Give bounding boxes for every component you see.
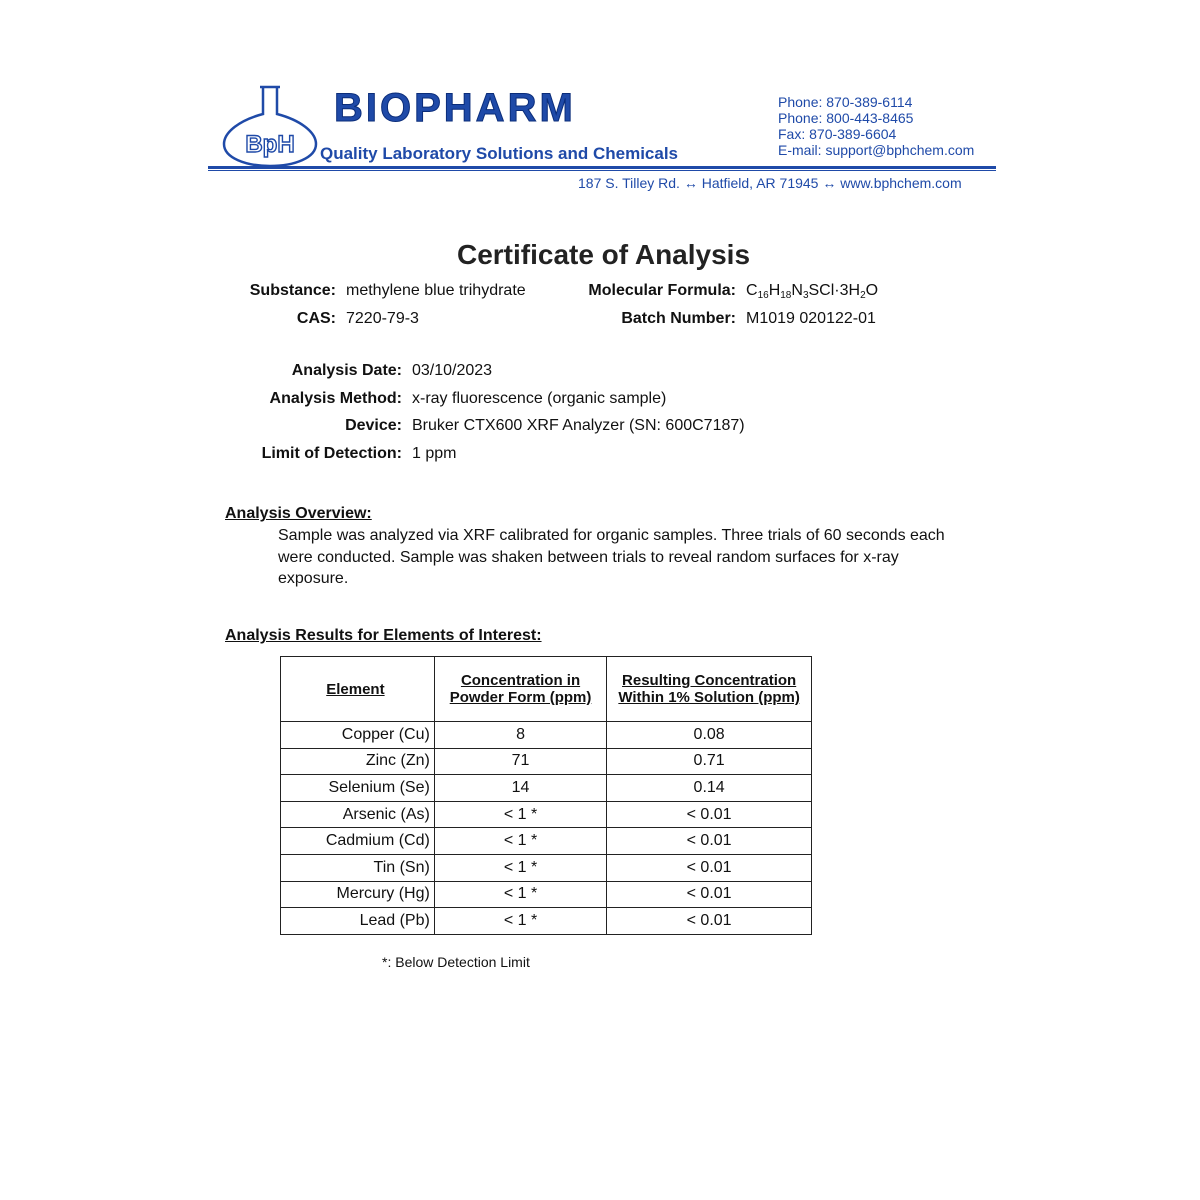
solution-cell: < 0.01 <box>607 881 812 908</box>
analysis-method-label: Analysis Method: <box>269 390 402 407</box>
header-divider-thin <box>208 170 996 171</box>
contact-info <box>778 94 974 158</box>
table-row <box>281 828 812 855</box>
powder-cell: < 1 * <box>434 881 606 908</box>
table-row <box>281 801 812 828</box>
table-row <box>281 854 812 881</box>
results-heading: Analysis Results for Elements of Interest: <box>225 627 542 644</box>
solution-cell: < 0.01 <box>607 801 812 828</box>
overview-text: Sample was analyzed via XRF calibrated for organic samples. Three trials of 60 seconds each were conducted. Sample was shaken between trials to reveal random surfaces for x-ray exposure. <box>278 527 945 587</box>
solution-cell: < 0.01 <box>607 908 812 935</box>
column-header-element: Element <box>281 657 435 722</box>
overview-heading: Analysis Overview: <box>225 505 372 522</box>
powder-cell: < 1 * <box>434 801 606 828</box>
solution-cell: < 0.01 <box>607 828 812 855</box>
element-cell: Arsenic (As) <box>281 801 435 828</box>
table-row <box>281 908 812 935</box>
contact-phone-2: Phone: 800-443-8465 <box>778 110 914 126</box>
analysis-date-label: Analysis Date: <box>291 362 402 379</box>
table-header-row <box>281 657 812 722</box>
brand-tagline: Quality Laboratory Solutions and Chemicals <box>320 144 679 163</box>
batch-label: Batch Number: <box>621 310 736 327</box>
device-label: Device: <box>345 417 402 434</box>
solution-cell: 0.71 <box>607 748 812 775</box>
powder-cell: < 1 * <box>434 828 606 855</box>
element-cell: Zinc (Zn) <box>281 748 435 775</box>
powder-cell: 71 <box>434 748 606 775</box>
table-row <box>281 881 812 908</box>
powder-cell: < 1 * <box>434 854 606 881</box>
contact-fax: Fax: 870-389-6604 <box>778 126 897 142</box>
column-header-powder: Concentration in Powder Form (ppm) <box>434 657 606 722</box>
table-row <box>281 775 812 802</box>
detection-limit-value: 1 ppm <box>412 445 457 462</box>
device-value: Bruker CTX600 XRF Analyzer (SN: 600C7187) <box>412 417 745 434</box>
solution-cell: 0.08 <box>607 722 812 749</box>
element-cell: Selenium (Se) <box>281 775 435 802</box>
solution-cell: < 0.01 <box>607 854 812 881</box>
results-table <box>280 656 812 935</box>
header-divider <box>208 166 996 169</box>
element-cell: Mercury (Hg) <box>281 881 435 908</box>
analysis-method-value: x-ray fluorescence (organic sample) <box>412 390 667 407</box>
brand-name: BIOPHARM <box>334 86 576 130</box>
element-cell: Cadmium (Cd) <box>281 828 435 855</box>
powder-cell: < 1 * <box>434 908 606 935</box>
table-row <box>281 748 812 775</box>
powder-cell: 8 <box>434 722 606 749</box>
detection-limit-label: Limit of Detection: <box>261 445 402 462</box>
document-title: Certificate of Analysis <box>456 239 751 270</box>
powder-cell: 14 <box>434 775 606 802</box>
company-address: 187 S. Tilley Rd. ↔ Hatfield, AR 71945 ↔ www.bphchem.com <box>578 175 962 191</box>
element-cell: Copper (Cu) <box>281 722 435 749</box>
table-footnote: *: Below Detection Limit <box>382 954 530 970</box>
column-header-solution: Resulting Concentration Within 1% Solution (ppm) <box>607 657 812 722</box>
cas-value: 7220-79-3 <box>346 310 419 327</box>
cas-label: CAS: <box>296 310 336 327</box>
contact-phone-1: Phone: 870-389-6114 <box>778 94 913 110</box>
formula-label: Molecular Formula: <box>588 282 736 299</box>
solution-cell: 0.14 <box>607 775 812 802</box>
biopharm-logo-flask-icon <box>220 84 320 170</box>
substance-label: Substance: <box>249 282 336 299</box>
contact-email: E-mail: support@bphchem.com <box>778 142 975 158</box>
element-cell: Lead (Pb) <box>281 908 435 935</box>
element-cell: Tin (Sn) <box>281 854 435 881</box>
analysis-date-value: 03/10/2023 <box>412 362 493 379</box>
formula-value: $C_{16}H_{18}N_3SCl\cdot 3H_2O$ <box>746 282 879 301</box>
substance-value: methylene blue trihydrate <box>346 282 526 299</box>
table-row <box>281 722 812 749</box>
logo-text: BpH <box>245 131 295 158</box>
batch-value: M1019 020122-01 <box>746 310 876 327</box>
